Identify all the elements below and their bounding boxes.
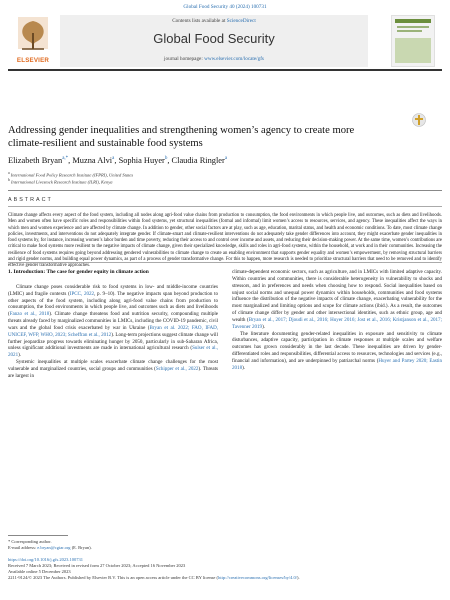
affiliation-mark: a xyxy=(8,171,10,175)
author-name[interactable]: Claudia Ringler xyxy=(171,156,225,165)
divider xyxy=(8,190,442,191)
citation-link[interactable]: Fanzo et al., 2018 xyxy=(9,311,50,318)
citation-link[interactable]: Sulser et al., 2021 xyxy=(8,345,219,359)
homepage-prefix: journal homepage: xyxy=(164,56,205,62)
license-link[interactable]: http://creativecommons.org/licenses/by/4.0/ xyxy=(218,575,297,580)
author-affil-mark[interactable]: a,* xyxy=(62,156,69,162)
homepage-line xyxy=(60,56,368,62)
contents-prefix: Contents lists available at xyxy=(172,18,227,24)
citation-link[interactable]: IPCC, 2022 xyxy=(69,290,95,297)
divider xyxy=(8,206,442,207)
author-affil-mark[interactable]: a xyxy=(224,156,228,162)
corresponding-author-note: * Corresponding author. xyxy=(8,539,52,544)
crossmark-icon[interactable] xyxy=(412,113,426,127)
email-link[interactable]: e.bryan@cgiar.org xyxy=(37,545,71,550)
header-rule xyxy=(8,69,442,71)
affiliation xyxy=(8,178,113,185)
citation-link[interactable]: Bryan et al., 2017; Djoudi et al., 2016; Huyer 2016; Jost et al., 2016; Kristjanson et al., 2017; Tavenner 2019 xyxy=(232,316,442,330)
affiliation-mark: b xyxy=(8,178,10,182)
journal-homepage-link[interactable]: www.elsevier.com/locate/gfs xyxy=(204,56,264,62)
abstract-text: Climate change affects every aspect of the food system, including all nodes along agri-food value chains from production to consumption, the food environments in which people live, and outcomes, such as diets and livelihoods. Men and women often have specific roles and responsibilities within food systems, yet structural inequalities (formal and informal) limit women’s access to resources, services, and agency. These inequalities affect the ways in which men and women experience and are affected by climate change. In addition to gender, other social factors are at play, such as age, education, marital status, and health and economic conditions. To date, most climate change policies, investments, and interventions do not adequately integrate gender. If climate-smart and climate-resilient interventions do not adequately take gender differences into account, they might exacerbate gender inequalities in food systems by, for instance, increasing women’s labor burden and time poverty, reducing their access to and control over income and assets, and reducing their decision-making power. At the same time, women’s contributions are critical to make food systems more resilient to the negative impacts of climate change, given their specialized knowledge, skills and roles in agri-food systems, within the household, at work and in their communities. Increasing the resilience of food systems requires going beyond addressing gendered vulnerabilities to climate change to create an enabling environment that supports gender equality and women’s empowerment, by removing structural barriers and rigid gender norms, and building equal power dynamics, as part of a process of gender transformative change. For this to happen, more research is needed to prioritize structural barriers that need to be removed and to identify effective gender transformative approaches. xyxy=(8,213,442,269)
citation-link[interactable]: Schipper et al., 2022 xyxy=(155,365,199,372)
author-affil-mark[interactable]: b xyxy=(164,156,168,162)
citation-link[interactable]: Huyer and Partey 2020; Eastin 2018 xyxy=(232,357,442,371)
journal-citation[interactable]: Global Food Security 40 (2024) 100731 xyxy=(183,4,267,10)
journal-title[interactable]: Global Food Security xyxy=(153,31,275,46)
affiliation xyxy=(8,171,133,178)
footnote-rule xyxy=(8,535,68,536)
sciencedirect-link[interactable]: ScienceDirect xyxy=(226,18,256,24)
paragraph: Systemic inequalities at multiple scales exacerbate climate change challenges for the most vulnerable and marginalized countries, social groups and communities (Schipper et al., 2022). Threats are largest in xyxy=(8,359,218,379)
abstract-heading: ABSTRACT xyxy=(8,197,53,203)
available-online: Available online 5 December 2023 xyxy=(8,569,71,574)
email-note: E-mail address: e.bryan@cgiar.org (E. Bryan). xyxy=(8,545,92,550)
paragraph: Climate change poses considerable risk to food systems in low- and middle-income countries (LMIC) and fragile contexts (IPCC, 2022, p. 9–10). The negative impacts span beyond production to other aspects of the food system, including along agri-food value chains from production to consumption, the food environments in which people live, and outcomes such as diets and livelihoods (Fanzo et al., 2018). Climate change threatens food and nutrition security, compounding multiple threats already faced by marginalized communities in LMICs, including the COVID-19 pandemic, civil wars and the global food crisis exacerbated by war in Ukraine (Bryan et al. 2022; FAO, IFAD, UNICEF, WFP, WHO, 2023; Scheffran et al., 2012). Long-term projections suggest climate change will further jeopardize progress towards eliminating hunger by 2050, particularly in sub-Saharan Africa, unless significant additional investments are made in international agricultural research (Sulser et al., 2021). xyxy=(8,283,219,359)
body-column-left xyxy=(8,269,218,380)
author-name[interactable]: Elizabeth Bryan xyxy=(8,156,63,165)
license-line: 2211-9124/© 2023 The Authors. Published by Elsevier B.V. This is an open access article under the CC BY license (http://creativecommons.org/licenses/by/4.0/). xyxy=(8,575,300,580)
author-affil-mark[interactable]: a xyxy=(112,156,115,162)
divider xyxy=(8,262,442,263)
paragraph: The literature documenting gender-related inequalities in exposure and sensitivity to climate disturbances, adaptive capacity, participation in climate responses at multiple scales and welfare outcomes has grown considerably in the last decade. These inequalities are driven by gender-differentiated roles and responsibilities, differential access to resources, technologies and services (e.g., financial and information), and are underpinned by patriarchal norms (Huyer and Partey 2020; Eastin 2018). xyxy=(232,330,442,371)
author-list: Elizabeth Bryan$^{a,*}$, Muzna Alvi$^a$, Sophia Huyer$^b$, Claudia Ringler$^a$ xyxy=(8,156,228,165)
author-name[interactable]: Sophia Huyer xyxy=(118,156,165,165)
affiliation-text: International Livestock Research Institute (ILRI), Kenya xyxy=(11,179,113,185)
doi-link[interactable]: https://doi.org/10.1016/j.gfs.2023.100731 xyxy=(8,557,84,562)
body-column-right xyxy=(232,269,442,372)
author-name[interactable]: Muzna Alvi xyxy=(72,156,113,165)
publisher-name: ELSEVIER xyxy=(16,57,50,64)
affiliation-text: International Food Policy Research Institute (IFPRI), United States xyxy=(10,172,134,178)
paragraph: climate-dependent economic sectors, such as agriculture, and in LMICs with limited adaptive capacity. Within countries and communities, there is considerable heterogeneity in vulnerability to shocks and stressors, and in preferences and needs when choosing how to respond. Social inequalities based on unjust social norms and unequal power dynamics within households, communities and food systems influence the distribution of the negative impacts of climate change, exacerbating vulnerability for the most marginalized and limiting options and scope for climate actions (ibid.). As a result, the outcomes of climate change differ by gender and other intersectional identities, such as ethnic group, age and wealth (Bryan et al., 2017; Djoudi et al., 2016; Huyer 2016; Jost et al., 2016; Kristjanson et al., 2017; Tavenner 2019). xyxy=(232,269,442,330)
journal-cover-thumbnail[interactable] xyxy=(391,15,435,67)
article-history: Received 7 March 2023; Received in revised form 27 October 2023; Accepted 16 November 2023 xyxy=(8,563,186,568)
contents-line xyxy=(60,18,368,24)
section-heading: 1. Introduction: The case for gender equity in climate action xyxy=(8,269,149,275)
article-title: Addressing gender inequalities and strengthening women’s agency to create more climate-resilient and sustainable food systems xyxy=(8,125,355,149)
citation-link[interactable]: Bryan et al. 2022; FAO, IFAD, UNICEF, WFP, WHO, 2023; Scheffran et al., 2012 xyxy=(8,324,218,338)
